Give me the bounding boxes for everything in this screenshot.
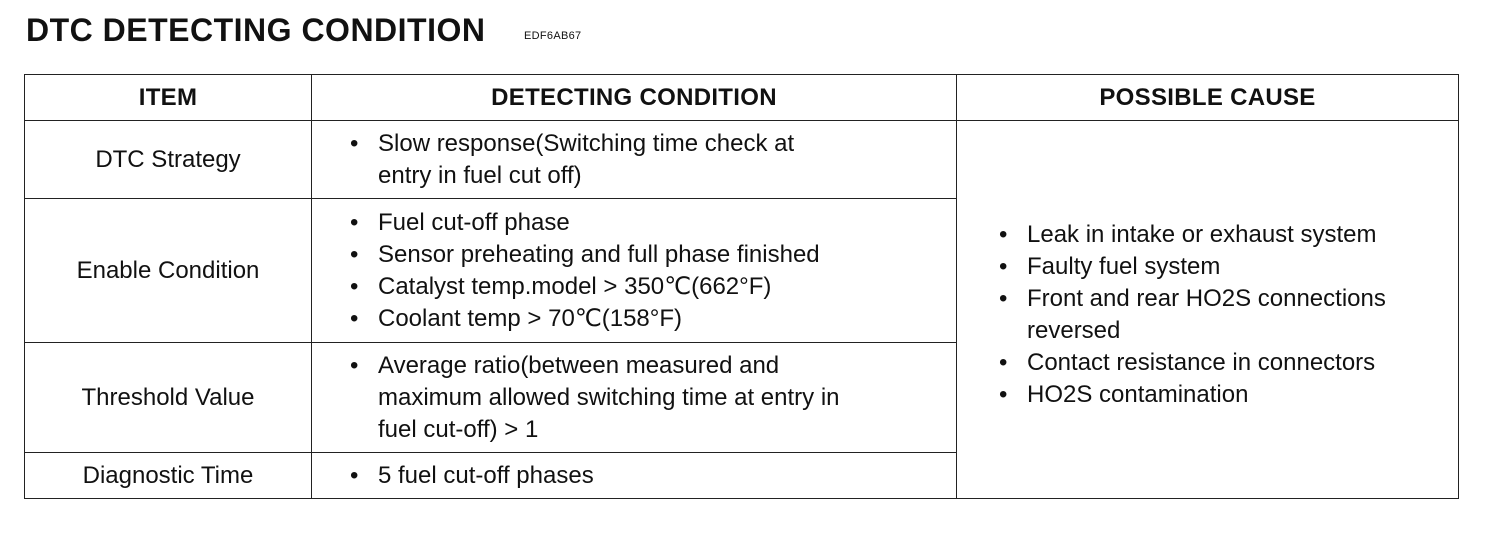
condition-list — [312, 460, 956, 492]
row-condition-enable-condition — [312, 199, 957, 343]
list-item: • Fuel cut-off phase — [350, 207, 956, 239]
document-code: EDF6AB67 — [524, 30, 582, 42]
page-title: DTC DETECTING CONDITION — [26, 12, 486, 48]
list-item: • 5 fuel cut-off phases — [350, 460, 956, 492]
list-item: • Slow response(Switching time check at entry in fuel cut off) — [350, 128, 850, 192]
list-item: • Faulty fuel system — [999, 251, 1458, 283]
row-item-enable-condition: Enable Condition — [25, 199, 312, 343]
list-item: • Coolant temp > 70℃(158°F) — [350, 303, 956, 335]
list-item: • Front and rear HO2S connections reversed — [999, 283, 1458, 347]
header-detecting-condition: DETECTING CONDITION — [312, 75, 957, 121]
list-item: • Catalyst temp.model > 350℃(662°F) — [350, 271, 956, 303]
table-row — [25, 121, 1459, 199]
list-item: • HO2S contamination — [999, 379, 1458, 411]
header-possible-cause: POSSIBLE CAUSE — [957, 75, 1459, 121]
condition-list — [312, 350, 870, 446]
table-header-row — [25, 75, 1459, 121]
cause-list — [957, 219, 1458, 411]
dtc-condition-table — [24, 74, 1459, 499]
possible-cause-cell — [957, 121, 1459, 499]
row-condition-diagnostic-time — [312, 453, 957, 499]
header-item: ITEM — [25, 75, 312, 121]
list-item: • Leak in intake or exhaust system — [999, 219, 1458, 251]
condition-list — [312, 128, 850, 192]
row-item-diagnostic-time: Diagnostic Time — [25, 453, 312, 499]
row-condition-dtc-strategy — [312, 121, 957, 199]
row-item-threshold-value: Threshold Value — [25, 343, 312, 453]
list-item: • Average ratio(between measured and maximum allowed switching time at entry in fuel cut-off) > 1 — [350, 350, 870, 446]
list-item: • Contact resistance in connectors — [999, 347, 1458, 379]
condition-list — [312, 207, 956, 335]
list-item: • Sensor preheating and full phase finished — [350, 239, 956, 271]
row-condition-threshold-value — [312, 343, 957, 453]
row-item-dtc-strategy: DTC Strategy — [25, 121, 312, 199]
